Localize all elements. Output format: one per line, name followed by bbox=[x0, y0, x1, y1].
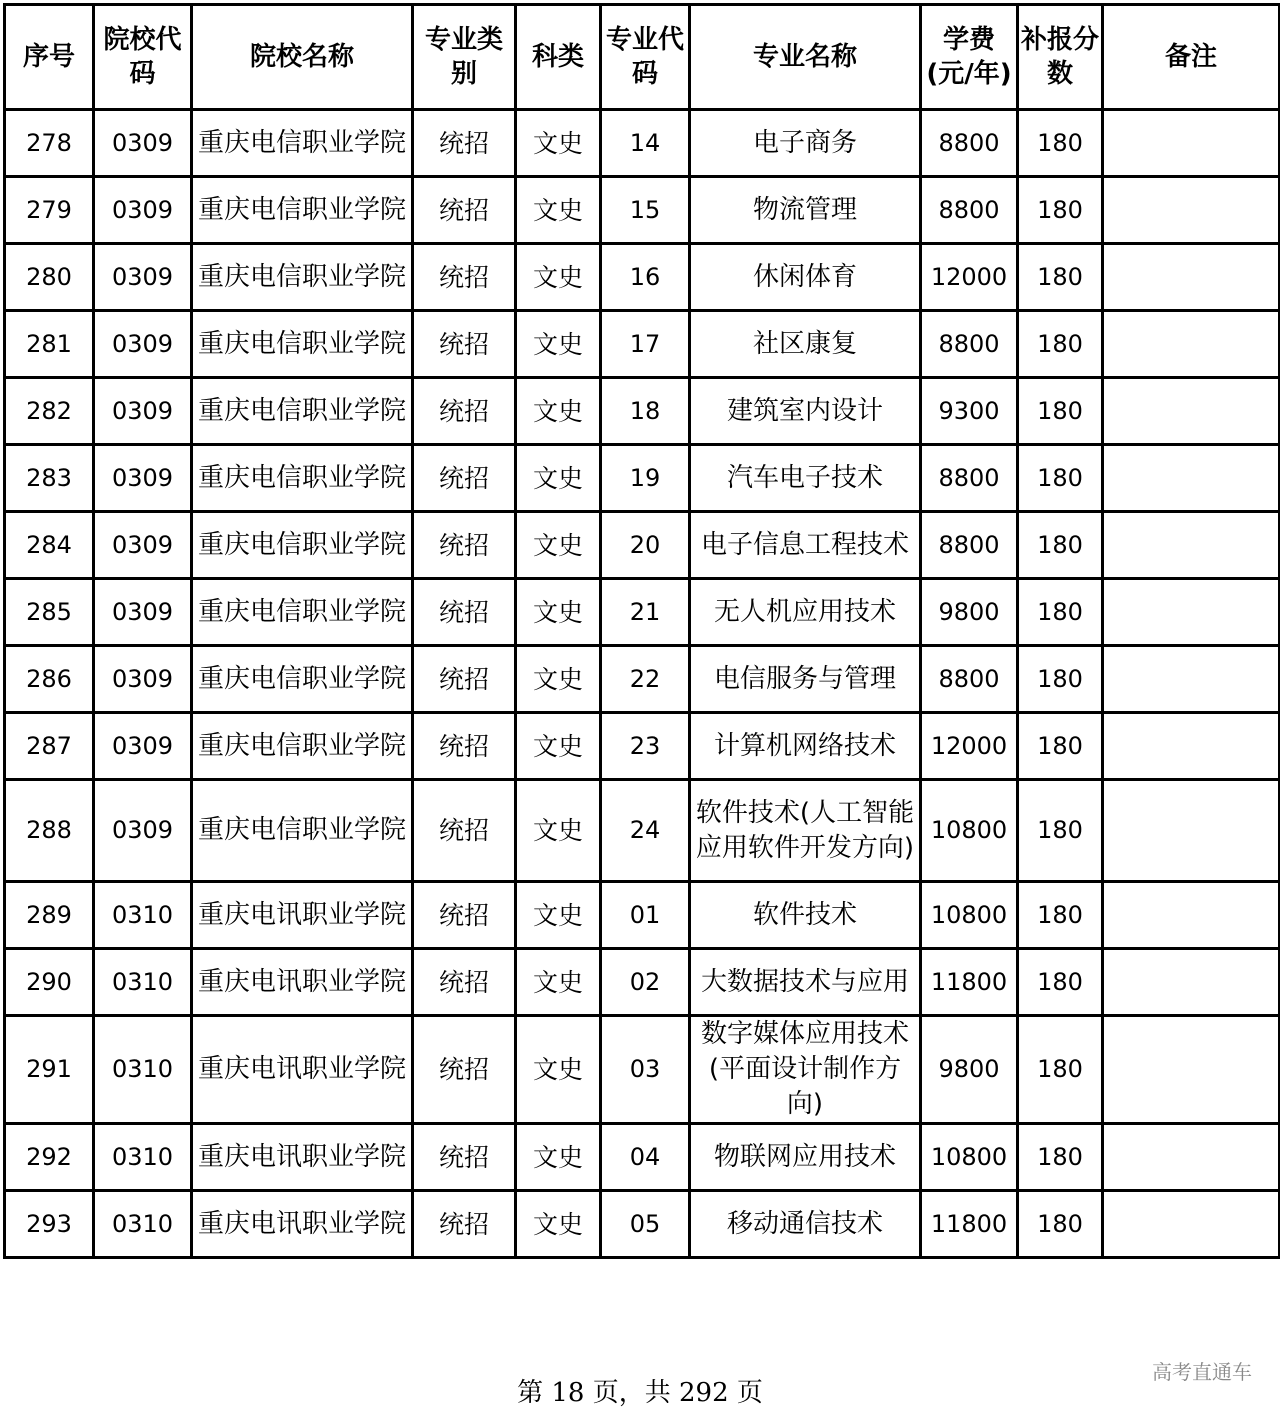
major-code-cell: 24 bbox=[601, 780, 690, 882]
school-code-cell: 0309 bbox=[94, 646, 192, 713]
row-index-cell: 285 bbox=[5, 579, 94, 646]
major-code-cell: 21 bbox=[601, 579, 690, 646]
major-code-cell: 17 bbox=[601, 311, 690, 378]
tuition-fee-cell: 8800 bbox=[921, 512, 1018, 579]
table-row bbox=[5, 110, 1280, 177]
tuition-fee-cell: 12000 bbox=[921, 713, 1018, 780]
row-index-cell: 283 bbox=[5, 445, 94, 512]
major-name-cell: 移动通信技术 bbox=[690, 1191, 921, 1258]
score-cell: 180 bbox=[1018, 311, 1103, 378]
table-row bbox=[5, 949, 1280, 1016]
school-name-cell: 重庆电讯职业学院 bbox=[192, 949, 413, 1016]
subject-category-cell: 文史 bbox=[516, 244, 601, 311]
school-name-cell: 重庆电信职业学院 bbox=[192, 445, 413, 512]
watermark: 高考直通车 bbox=[1152, 1360, 1252, 1384]
school-code-cell: 0309 bbox=[94, 110, 192, 177]
school-name-cell: 重庆电信职业学院 bbox=[192, 110, 413, 177]
major-name-cell: 电子商务 bbox=[690, 110, 921, 177]
major-code-cell: 14 bbox=[601, 110, 690, 177]
school-code-cell: 0310 bbox=[94, 1016, 192, 1124]
row-index-cell: 286 bbox=[5, 646, 94, 713]
program-type-cell: 统招 bbox=[413, 713, 516, 780]
program-type-cell: 统招 bbox=[413, 882, 516, 949]
subject-category-cell: 文史 bbox=[516, 949, 601, 1016]
header-cell: 备注 bbox=[1103, 5, 1280, 110]
note-cell bbox=[1103, 1016, 1280, 1124]
major-name-cell: 汽车电子技术 bbox=[690, 445, 921, 512]
major-name-cell: 软件技术 bbox=[690, 882, 921, 949]
program-type-cell: 统招 bbox=[413, 110, 516, 177]
tuition-fee-cell: 11800 bbox=[921, 1191, 1018, 1258]
table-row bbox=[5, 177, 1280, 244]
score-cell: 180 bbox=[1018, 1124, 1103, 1191]
header-cell: 科类 bbox=[516, 5, 601, 110]
major-name-cell: 软件技术(人工智能应用软件开发方向) bbox=[690, 780, 921, 882]
score-cell: 180 bbox=[1018, 949, 1103, 1016]
program-type-cell: 统招 bbox=[413, 1016, 516, 1124]
header-cell: 学费(元/年) bbox=[921, 5, 1018, 110]
note-cell bbox=[1103, 378, 1280, 445]
row-index-cell: 293 bbox=[5, 1191, 94, 1258]
note-cell bbox=[1103, 882, 1280, 949]
program-type-cell: 统招 bbox=[413, 1191, 516, 1258]
school-name-cell: 重庆电信职业学院 bbox=[192, 311, 413, 378]
school-code-cell: 0310 bbox=[94, 949, 192, 1016]
table-row bbox=[5, 1191, 1280, 1258]
subject-category-cell: 文史 bbox=[516, 378, 601, 445]
note-cell bbox=[1103, 713, 1280, 780]
table-row bbox=[5, 445, 1280, 512]
school-code-cell: 0309 bbox=[94, 780, 192, 882]
tuition-fee-cell: 10800 bbox=[921, 1124, 1018, 1191]
tuition-fee-cell: 10800 bbox=[921, 882, 1018, 949]
major-code-cell: 01 bbox=[601, 882, 690, 949]
program-type-cell: 统招 bbox=[413, 579, 516, 646]
tuition-fee-cell: 9800 bbox=[921, 1016, 1018, 1124]
subject-category-cell: 文史 bbox=[516, 110, 601, 177]
table-row bbox=[5, 512, 1280, 579]
school-code-cell: 0309 bbox=[94, 713, 192, 780]
school-code-cell: 0309 bbox=[94, 244, 192, 311]
score-cell: 180 bbox=[1018, 713, 1103, 780]
major-code-cell: 20 bbox=[601, 512, 690, 579]
major-code-cell: 15 bbox=[601, 177, 690, 244]
program-type-cell: 统招 bbox=[413, 949, 516, 1016]
school-code-cell: 0310 bbox=[94, 1191, 192, 1258]
major-code-cell: 02 bbox=[601, 949, 690, 1016]
note-cell bbox=[1103, 780, 1280, 882]
tuition-fee-cell: 9800 bbox=[921, 579, 1018, 646]
table-row bbox=[5, 378, 1280, 445]
tuition-fee-cell: 8800 bbox=[921, 445, 1018, 512]
school-code-cell: 0309 bbox=[94, 378, 192, 445]
table-row bbox=[5, 713, 1280, 780]
major-name-cell: 物联网应用技术 bbox=[690, 1124, 921, 1191]
score-cell: 180 bbox=[1018, 244, 1103, 311]
row-index-cell: 287 bbox=[5, 713, 94, 780]
school-code-cell: 0309 bbox=[94, 579, 192, 646]
school-name-cell: 重庆电信职业学院 bbox=[192, 512, 413, 579]
school-code-cell: 0309 bbox=[94, 512, 192, 579]
row-index-cell: 289 bbox=[5, 882, 94, 949]
major-name-cell: 电子信息工程技术 bbox=[690, 512, 921, 579]
school-name-cell: 重庆电信职业学院 bbox=[192, 579, 413, 646]
score-cell: 180 bbox=[1018, 177, 1103, 244]
major-name-cell: 物流管理 bbox=[690, 177, 921, 244]
major-name-cell: 计算机网络技术 bbox=[690, 713, 921, 780]
major-name-cell: 电信服务与管理 bbox=[690, 646, 921, 713]
major-name-cell: 大数据技术与应用 bbox=[690, 949, 921, 1016]
note-cell bbox=[1103, 311, 1280, 378]
school-name-cell: 重庆电信职业学院 bbox=[192, 378, 413, 445]
row-index-cell: 292 bbox=[5, 1124, 94, 1191]
program-type-cell: 统招 bbox=[413, 244, 516, 311]
header-cell: 院校名称 bbox=[192, 5, 413, 110]
score-cell: 180 bbox=[1018, 579, 1103, 646]
subject-category-cell: 文史 bbox=[516, 512, 601, 579]
program-type-cell: 统招 bbox=[413, 1124, 516, 1191]
note-cell bbox=[1103, 646, 1280, 713]
program-type-cell: 统招 bbox=[413, 177, 516, 244]
school-name-cell: 重庆电讯职业学院 bbox=[192, 1191, 413, 1258]
program-type-cell: 统招 bbox=[413, 445, 516, 512]
score-cell: 180 bbox=[1018, 1016, 1103, 1124]
score-cell: 180 bbox=[1018, 646, 1103, 713]
admission-table bbox=[3, 3, 1280, 1259]
note-cell bbox=[1103, 445, 1280, 512]
school-name-cell: 重庆电信职业学院 bbox=[192, 646, 413, 713]
school-code-cell: 0309 bbox=[94, 177, 192, 244]
school-name-cell: 重庆电讯职业学院 bbox=[192, 1124, 413, 1191]
table-row bbox=[5, 579, 1280, 646]
school-name-cell: 重庆电讯职业学院 bbox=[192, 882, 413, 949]
note-cell bbox=[1103, 512, 1280, 579]
major-code-cell: 05 bbox=[601, 1191, 690, 1258]
program-type-cell: 统招 bbox=[413, 780, 516, 882]
table-row bbox=[5, 1124, 1280, 1191]
header-cell: 补报分数 bbox=[1018, 5, 1103, 110]
major-name-cell: 建筑室内设计 bbox=[690, 378, 921, 445]
school-name-cell: 重庆电信职业学院 bbox=[192, 244, 413, 311]
table-row bbox=[5, 780, 1280, 882]
tuition-fee-cell: 10800 bbox=[921, 780, 1018, 882]
row-index-cell: 291 bbox=[5, 1016, 94, 1124]
row-index-cell: 281 bbox=[5, 311, 94, 378]
school-code-cell: 0310 bbox=[94, 1124, 192, 1191]
score-cell: 180 bbox=[1018, 378, 1103, 445]
header-cell: 院校代码 bbox=[94, 5, 192, 110]
note-cell bbox=[1103, 1191, 1280, 1258]
major-name-cell: 无人机应用技术 bbox=[690, 579, 921, 646]
tuition-fee-cell: 9300 bbox=[921, 378, 1018, 445]
program-type-cell: 统招 bbox=[413, 311, 516, 378]
score-cell: 180 bbox=[1018, 110, 1103, 177]
table-row bbox=[5, 1016, 1280, 1124]
score-cell: 180 bbox=[1018, 445, 1103, 512]
subject-category-cell: 文史 bbox=[516, 713, 601, 780]
subject-category-cell: 文史 bbox=[516, 311, 601, 378]
note-cell bbox=[1103, 1124, 1280, 1191]
header-cell: 专业名称 bbox=[690, 5, 921, 110]
major-code-cell: 19 bbox=[601, 445, 690, 512]
tuition-fee-cell: 8800 bbox=[921, 177, 1018, 244]
program-type-cell: 统招 bbox=[413, 512, 516, 579]
row-index-cell: 284 bbox=[5, 512, 94, 579]
table-body bbox=[5, 110, 1280, 1258]
row-index-cell: 279 bbox=[5, 177, 94, 244]
row-index-cell: 280 bbox=[5, 244, 94, 311]
tuition-fee-cell: 8800 bbox=[921, 311, 1018, 378]
header-cell: 专业类别 bbox=[413, 5, 516, 110]
subject-category-cell: 文史 bbox=[516, 579, 601, 646]
tuition-fee-cell: 8800 bbox=[921, 110, 1018, 177]
school-name-cell: 重庆电讯职业学院 bbox=[192, 1016, 413, 1124]
score-cell: 180 bbox=[1018, 1191, 1103, 1258]
school-code-cell: 0310 bbox=[94, 882, 192, 949]
table-row bbox=[5, 882, 1280, 949]
school-name-cell: 重庆电信职业学院 bbox=[192, 780, 413, 882]
school-code-cell: 0309 bbox=[94, 311, 192, 378]
row-index-cell: 290 bbox=[5, 949, 94, 1016]
major-name-cell: 休闲体育 bbox=[690, 244, 921, 311]
subject-category-cell: 文史 bbox=[516, 1191, 601, 1258]
score-cell: 180 bbox=[1018, 512, 1103, 579]
note-cell bbox=[1103, 177, 1280, 244]
header-cell: 序号 bbox=[5, 5, 94, 110]
note-cell bbox=[1103, 244, 1280, 311]
major-code-cell: 16 bbox=[601, 244, 690, 311]
tuition-fee-cell: 8800 bbox=[921, 646, 1018, 713]
page-number: 第 18 页，共 292 页 bbox=[517, 1378, 763, 1408]
school-name-cell: 重庆电信职业学院 bbox=[192, 177, 413, 244]
tuition-fee-cell: 11800 bbox=[921, 949, 1018, 1016]
row-index-cell: 278 bbox=[5, 110, 94, 177]
note-cell bbox=[1103, 949, 1280, 1016]
subject-category-cell: 文史 bbox=[516, 780, 601, 882]
table-row bbox=[5, 646, 1280, 713]
major-code-cell: 23 bbox=[601, 713, 690, 780]
subject-category-cell: 文史 bbox=[516, 445, 601, 512]
school-code-cell: 0309 bbox=[94, 445, 192, 512]
note-cell bbox=[1103, 110, 1280, 177]
program-type-cell: 统招 bbox=[413, 646, 516, 713]
score-cell: 180 bbox=[1018, 780, 1103, 882]
program-type-cell: 统招 bbox=[413, 378, 516, 445]
major-name-cell: 数字媒体应用技术(平面设计制作方向) bbox=[690, 1016, 921, 1124]
note-cell bbox=[1103, 579, 1280, 646]
subject-category-cell: 文史 bbox=[516, 177, 601, 244]
subject-category-cell: 文史 bbox=[516, 646, 601, 713]
major-code-cell: 04 bbox=[601, 1124, 690, 1191]
table-row bbox=[5, 244, 1280, 311]
subject-category-cell: 文史 bbox=[516, 882, 601, 949]
subject-category-cell: 文史 bbox=[516, 1124, 601, 1191]
row-index-cell: 282 bbox=[5, 378, 94, 445]
major-code-cell: 18 bbox=[601, 378, 690, 445]
table-row bbox=[5, 311, 1280, 378]
major-code-cell: 22 bbox=[601, 646, 690, 713]
major-code-cell: 03 bbox=[601, 1016, 690, 1124]
row-index-cell: 288 bbox=[5, 780, 94, 882]
school-name-cell: 重庆电信职业学院 bbox=[192, 713, 413, 780]
header-row bbox=[5, 5, 1280, 110]
tuition-fee-cell: 12000 bbox=[921, 244, 1018, 311]
subject-category-cell: 文史 bbox=[516, 1016, 601, 1124]
header-cell: 专业代码 bbox=[601, 5, 690, 110]
score-cell: 180 bbox=[1018, 882, 1103, 949]
major-name-cell: 社区康复 bbox=[690, 311, 921, 378]
